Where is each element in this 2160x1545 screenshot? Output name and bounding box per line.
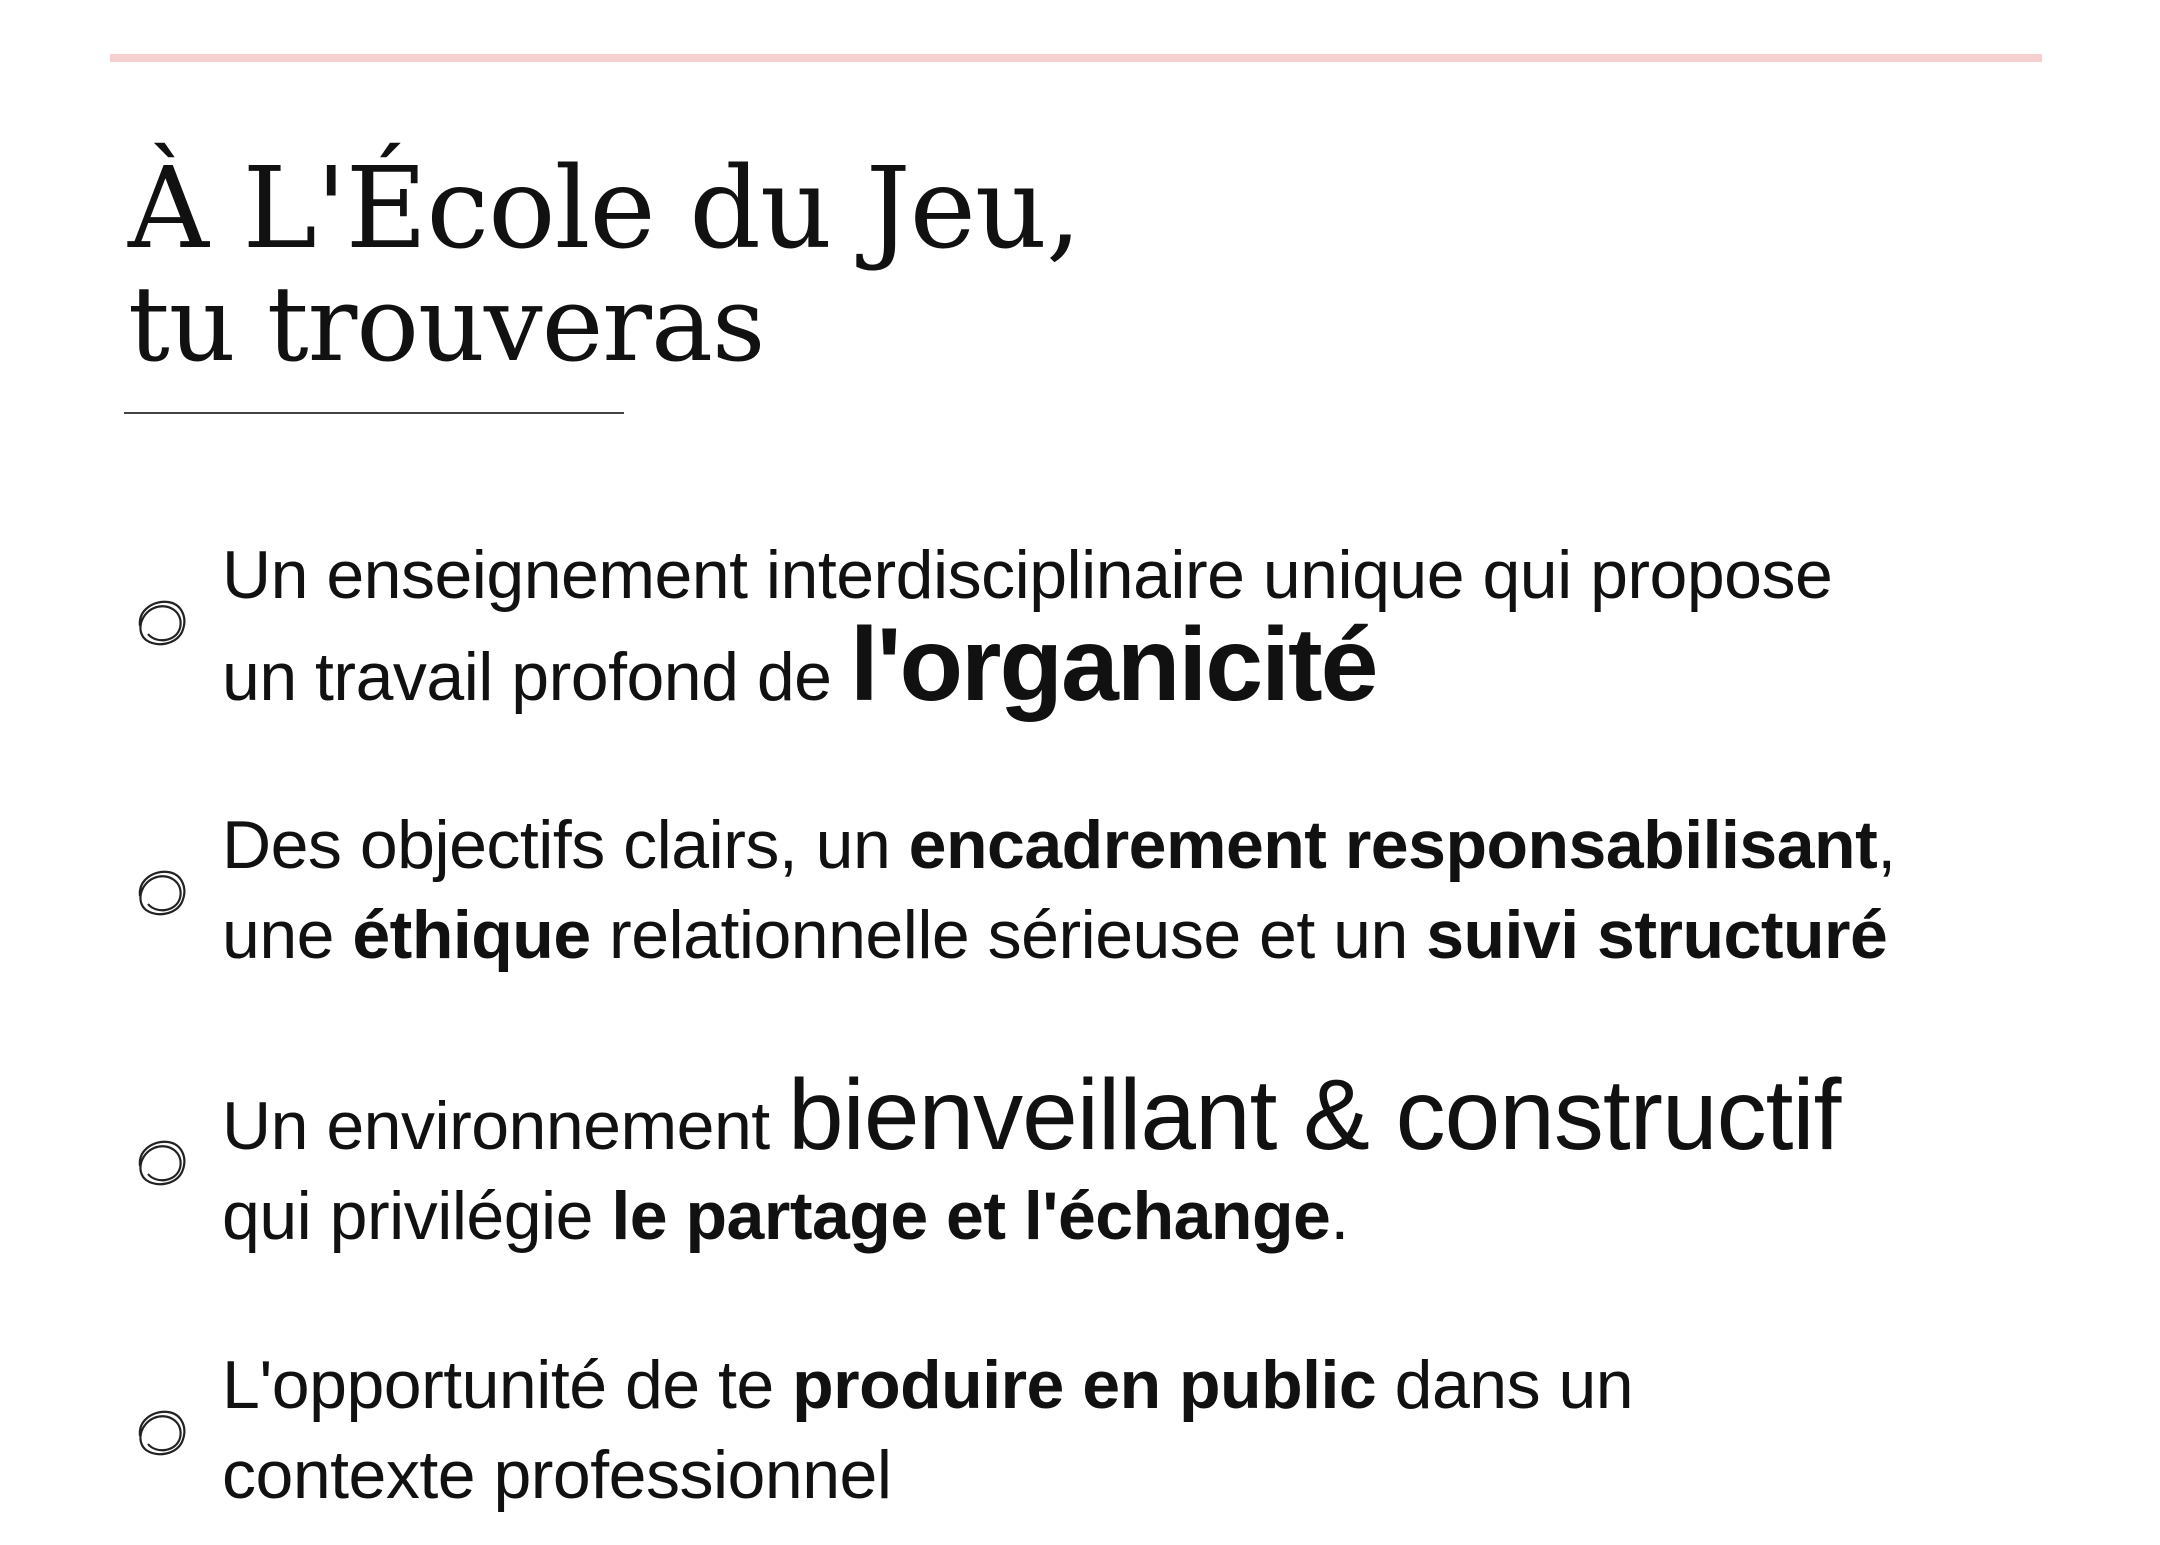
emphasis-bienveillant: bienveillant & constructif	[788, 1059, 1841, 1171]
list-item-text: Des objectifs clairs, un encadrement responsabilisant, une éthique relationnelle sérieuse et un suivi structuré	[222, 807, 1896, 973]
scribble-circle-icon	[128, 1130, 194, 1196]
scribble-circle-icon	[128, 590, 194, 656]
scribble-circle-icon	[128, 1400, 194, 1466]
page-title	[128, 144, 1081, 385]
title-underline	[124, 412, 624, 414]
scribble-circle-icon	[128, 860, 194, 926]
page-title-line-2: tu trouveras	[128, 263, 765, 385]
list-item-text: L'opportunité de te produire en public dans un contexte professionnel	[222, 1347, 1634, 1513]
emphasis-organicite: l'organicité	[849, 607, 1377, 723]
top-decorative-rule	[110, 54, 2042, 62]
page-title-line-1: À L'École du Jeu,	[128, 144, 1081, 274]
list-item-text: Un enseignement interdisciplinaire unique qui propose un travail profond de l'organicité	[222, 537, 1833, 723]
list-item-text: Un environnement bienveillant & constructif qui privilégie le partage et l'échange.	[222, 1059, 1841, 1254]
